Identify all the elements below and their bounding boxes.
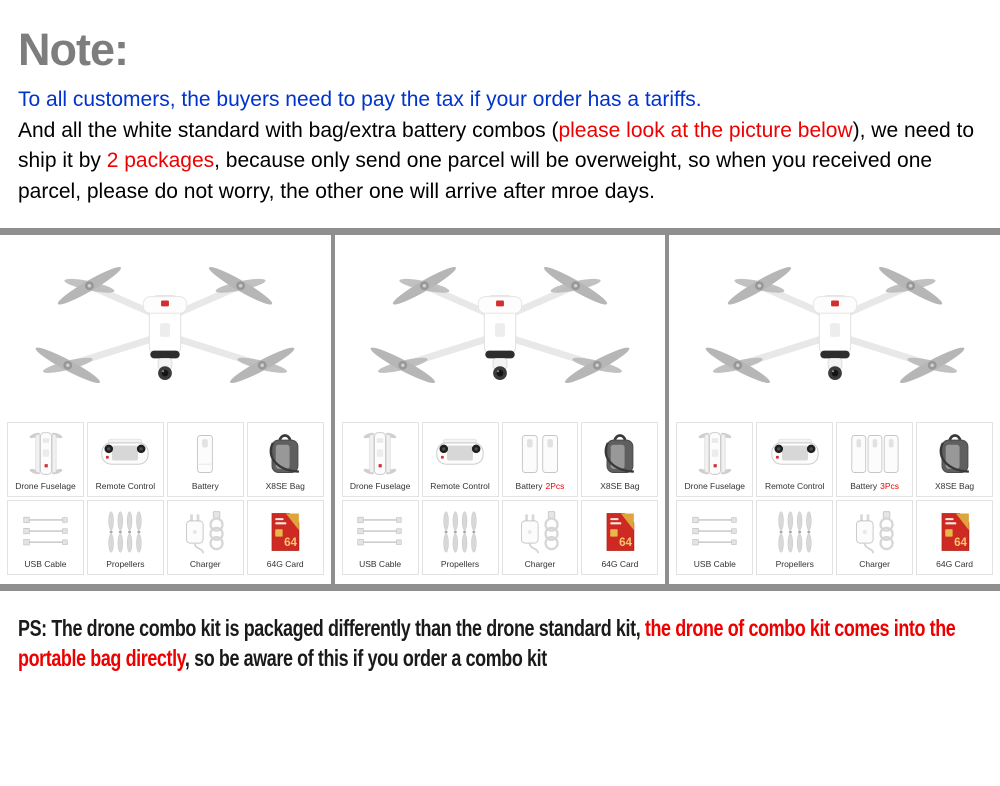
accessory-cell — [342, 500, 419, 575]
accessory-label: X8SE Bag — [265, 481, 305, 492]
shoulder-bag-icon — [252, 429, 318, 479]
accessory-cell — [87, 422, 164, 497]
accessory-label: USB Cable — [693, 559, 736, 570]
micro-sd-card-icon — [252, 507, 318, 557]
accessory-cell — [87, 500, 164, 575]
red-highlight: the drone of combo kit comes into the portable bag directly — [18, 615, 956, 672]
accessory-label: Drone Fuselage — [684, 481, 746, 492]
drone-image-area — [0, 235, 331, 421]
drone-image-area — [335, 235, 666, 421]
panel-combo-2-batteries — [335, 235, 666, 584]
accessory-label: Drone Fuselage — [15, 481, 76, 492]
accessory-label: Propellers — [775, 559, 814, 570]
accessory-cell — [7, 500, 84, 575]
product-description-page — [0, 26, 1000, 786]
remote-control-icon — [92, 429, 158, 479]
shoulder-bag-icon — [922, 429, 988, 479]
accessory-cell — [167, 422, 244, 497]
accessory-label: X8SE Bag — [934, 481, 975, 492]
note-heading: Note: — [18, 24, 128, 75]
bottom-divider-bar — [0, 584, 1000, 591]
remote-control-icon — [427, 429, 493, 479]
accessory-grid — [335, 421, 666, 584]
package-comparison-image — [0, 228, 1000, 591]
accessory-label: 64G Card — [601, 559, 639, 570]
accessory-label: Drone Fuselage — [349, 481, 411, 492]
propellers-icon — [427, 507, 493, 557]
battery-qty: 3Pcs — [880, 481, 900, 492]
battery-icon — [172, 429, 238, 479]
propellers-icon — [762, 507, 828, 557]
accessory-label: Remote Control — [764, 481, 825, 492]
battery-icon — [842, 429, 908, 479]
accessory-cell — [756, 422, 833, 497]
ps-note: PS: The drone combo kit is packaged differently than the drone standard kit, the drone of combo kit comes into the portable bag directly, so be aware of this if you order a combo kit — [18, 615, 956, 672]
folded-drone-icon — [13, 429, 79, 479]
charger-icon — [172, 507, 238, 557]
panel-standard-kit — [0, 235, 331, 584]
note-paragraph — [18, 85, 988, 207]
accessory-grid — [669, 421, 1000, 584]
accessory-label: Charger — [859, 559, 890, 570]
accessory-label: Charger — [189, 559, 221, 570]
accessory-label: Remote Control — [430, 481, 490, 492]
folded-drone-icon — [682, 429, 748, 479]
drone-photo — [3, 236, 327, 420]
tax-notice-line: To all customers, the buyers need to pay the tax if your order has a tariffs. — [18, 88, 702, 112]
micro-sd-card-icon — [922, 507, 988, 557]
drone-image-area — [669, 235, 1000, 421]
accessory-cell — [502, 422, 579, 497]
charger-icon — [842, 507, 908, 557]
shipping-notice: And all the white standard with bag/extra battery combos (please look at the picture below), we need to ship it by 2 packages, because only send one parcel will be overweight, so when you received one parcel, please do not worry, the other one will arrive after mroe days. — [18, 118, 975, 203]
usb-cable-icon — [13, 507, 79, 557]
drone-photo — [673, 236, 997, 420]
accessory-label: 64G Card — [936, 559, 973, 570]
accessory-cell — [916, 422, 993, 497]
accessory-label: Battery — [191, 481, 219, 492]
folded-drone-icon — [347, 429, 413, 479]
battery-icon — [507, 429, 573, 479]
accessory-label: USB Cable — [359, 559, 402, 570]
micro-sd-card-icon — [587, 507, 653, 557]
accessory-label: USB Cable — [24, 559, 67, 570]
accessory-label: Battery 2Pcs — [515, 481, 565, 492]
accessory-cell — [916, 500, 993, 575]
accessory-cell — [247, 500, 324, 575]
accessory-cell — [756, 500, 833, 575]
accessory-cell — [676, 500, 753, 575]
accessory-cell — [422, 500, 499, 575]
drone-photo — [338, 236, 662, 420]
shoulder-bag-icon — [587, 429, 653, 479]
accessory-cell — [7, 422, 84, 497]
accessory-cell — [676, 422, 753, 497]
propellers-icon — [92, 507, 158, 557]
accessory-cell — [581, 422, 658, 497]
red-highlight: 2 packages — [106, 149, 215, 173]
accessory-label: Battery 3Pcs — [850, 481, 900, 492]
accessory-cell — [167, 500, 244, 575]
remote-control-icon — [762, 429, 828, 479]
battery-qty: 2Pcs — [545, 481, 565, 492]
accessory-label: 64G Card — [266, 559, 304, 570]
accessory-label: X8SE Bag — [600, 481, 640, 492]
accessory-label: Remote Control — [95, 481, 156, 492]
accessory-label: Propellers — [440, 559, 480, 570]
accessory-label: Propellers — [106, 559, 145, 570]
accessory-cell — [422, 422, 499, 497]
accessory-cell — [502, 500, 579, 575]
panel-combo-3-batteries — [669, 235, 1000, 584]
accessory-cell — [836, 500, 913, 575]
top-divider-bar — [0, 228, 1000, 235]
charger-icon — [507, 507, 573, 557]
red-highlight: please look at the picture below — [558, 118, 853, 142]
accessory-grid — [0, 421, 331, 584]
accessory-cell — [342, 422, 419, 497]
accessory-cell — [836, 422, 913, 497]
accessory-cell — [247, 422, 324, 497]
usb-cable-icon — [682, 507, 748, 557]
usb-cable-icon — [347, 507, 413, 557]
accessory-label: Charger — [524, 559, 556, 570]
accessory-cell — [581, 500, 658, 575]
